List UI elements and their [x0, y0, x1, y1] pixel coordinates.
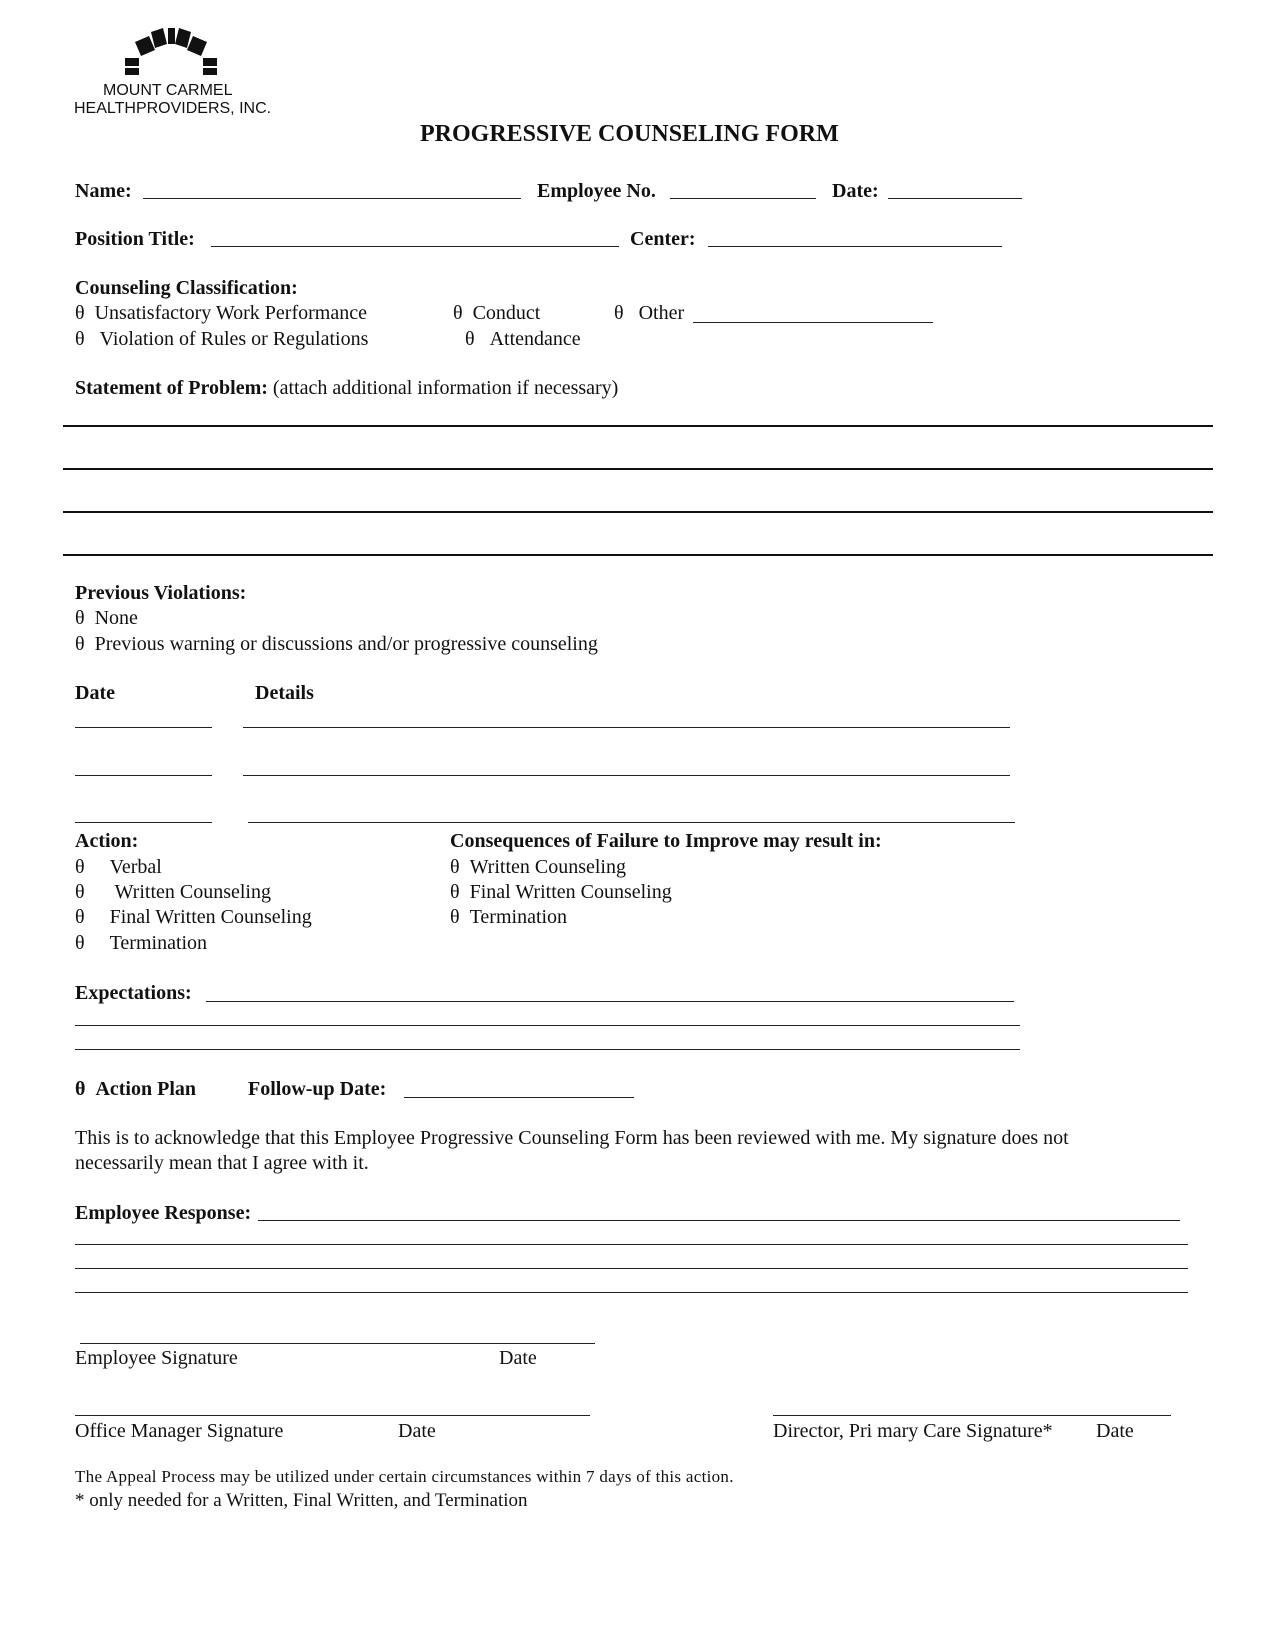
expectations-field[interactable]: [206, 1001, 1014, 1002]
statement-line[interactable]: [63, 554, 1213, 556]
consequences-heading: Consequences of Failure to Improve may result in:: [450, 830, 882, 852]
logo-line1: MOUNT CARMEL: [103, 82, 233, 99]
other-field[interactable]: [693, 322, 933, 323]
logo-mark-icon: [125, 28, 217, 76]
violation-details-field[interactable]: [243, 775, 1010, 776]
employee-response-field[interactable]: [258, 1220, 1180, 1221]
followup-date-label: Follow-up Date:: [248, 1078, 387, 1100]
details-column-header: Details: [255, 682, 314, 704]
checkbox-icon[interactable]: θ: [453, 302, 463, 324]
position-title-label: Position Title:: [75, 228, 195, 250]
action-plan-option[interactable]: θ Action Plan: [75, 1078, 197, 1100]
statement-line[interactable]: [63, 425, 1213, 427]
date-field[interactable]: [888, 198, 1022, 199]
classification-option[interactable]: θ Other: [614, 302, 685, 324]
checkbox-icon[interactable]: θ: [75, 328, 85, 350]
center-label: Center:: [630, 228, 696, 250]
checkbox-icon[interactable]: θ: [450, 906, 460, 928]
form-title: PROGRESSIVE COUNSELING FORM: [420, 121, 839, 147]
signature-requirement-note: * only needed for a Written, Final Written, and Termination: [75, 1490, 528, 1511]
previous-violations-heading: Previous Violations:: [75, 582, 247, 604]
name-field[interactable]: [143, 198, 521, 199]
checkbox-icon[interactable]: θ: [614, 302, 624, 324]
statement-line[interactable]: [63, 468, 1213, 470]
appeal-note: The Appeal Process may be utilized under certain circumstances within 7 days of this action.: [75, 1467, 734, 1486]
action-option[interactable]: θ Verbal: [75, 856, 162, 878]
checkbox-icon[interactable]: θ: [75, 1078, 86, 1100]
office-manager-date-label: Date: [398, 1420, 436, 1442]
classification-option[interactable]: θ Unsatisfactory Work Performance: [75, 302, 367, 324]
checkbox-icon[interactable]: θ: [465, 328, 475, 350]
center-field[interactable]: [708, 246, 1002, 247]
previous-option[interactable]: θ None: [75, 607, 138, 629]
classification-option[interactable]: θ Attendance: [465, 328, 581, 350]
action-heading: Action:: [75, 830, 139, 852]
company-logo: [125, 28, 217, 81]
violation-details-field[interactable]: [243, 727, 1010, 728]
date-column-header: Date: [75, 682, 115, 704]
previous-option[interactable]: θ Previous warning or discussions and/or progressive counseling: [75, 633, 598, 655]
violation-date-field[interactable]: [75, 822, 212, 823]
classification-option[interactable]: θ Conduct: [453, 302, 541, 324]
checkbox-icon[interactable]: θ: [75, 906, 85, 928]
statement-line[interactable]: [63, 511, 1213, 513]
director-date-label: Date: [1096, 1420, 1134, 1442]
violation-details-field[interactable]: [248, 822, 1015, 823]
position-title-field[interactable]: [211, 246, 619, 247]
employee-signature-field[interactable]: [80, 1343, 595, 1344]
consequence-option[interactable]: θ Final Written Counseling: [450, 881, 672, 903]
classification-option[interactable]: θ Violation of Rules or Regulations: [75, 328, 369, 350]
checkbox-icon[interactable]: θ: [75, 302, 85, 324]
action-option[interactable]: θ Written Counseling: [75, 881, 271, 903]
office-manager-signature-label: Office Manager Signature: [75, 1420, 284, 1442]
checkbox-icon[interactable]: θ: [75, 932, 85, 954]
employee-signature-label: Employee Signature: [75, 1347, 238, 1369]
checkbox-icon[interactable]: θ: [450, 881, 460, 903]
employee-response-field[interactable]: [75, 1292, 1188, 1293]
employee-response-field[interactable]: [75, 1244, 1188, 1245]
acknowledgement-line1: This is to acknowledge that this Employee Progressive Counseling Form has been reviewed with me. My signature does not: [75, 1127, 1069, 1149]
violation-date-field[interactable]: [75, 775, 212, 776]
action-option[interactable]: θ Final Written Counseling: [75, 906, 312, 928]
date-label: Date:: [832, 180, 879, 202]
employee-no-field[interactable]: [670, 198, 816, 199]
director-signature-label: Director, Pri mary Care Signature*: [773, 1420, 1053, 1442]
expectations-label: Expectations:: [75, 982, 192, 1004]
classification-heading: Counseling Classification:: [75, 277, 298, 299]
action-option[interactable]: θ Termination: [75, 932, 208, 954]
checkbox-icon[interactable]: θ: [75, 607, 85, 629]
expectations-field[interactable]: [75, 1025, 1020, 1026]
checkbox-icon[interactable]: θ: [450, 856, 460, 878]
expectations-field[interactable]: [75, 1049, 1020, 1050]
checkbox-icon[interactable]: θ: [75, 881, 85, 903]
employee-response-field[interactable]: [75, 1268, 1188, 1269]
employee-signature-date-label: Date: [499, 1347, 537, 1369]
statement-label: Statement of Problem: (attach additional information if necessary): [75, 377, 619, 399]
employee-no-label: Employee No.: [537, 180, 656, 202]
violation-date-field[interactable]: [75, 727, 212, 728]
director-signature-field[interactable]: [773, 1415, 1171, 1416]
checkbox-icon[interactable]: θ: [75, 633, 85, 655]
consequence-option[interactable]: θ Written Counseling: [450, 856, 626, 878]
name-label: Name:: [75, 180, 132, 202]
office-manager-signature-field[interactable]: [75, 1415, 590, 1416]
logo-line2: HEALTHPROVIDERS, INC.: [74, 100, 272, 117]
acknowledgement-line2: necessarily mean that I agree with it.: [75, 1152, 369, 1174]
consequence-option[interactable]: θ Termination: [450, 906, 568, 928]
followup-date-field[interactable]: [404, 1097, 634, 1098]
employee-response-label: Employee Response:: [75, 1202, 252, 1224]
checkbox-icon[interactable]: θ: [75, 856, 85, 878]
